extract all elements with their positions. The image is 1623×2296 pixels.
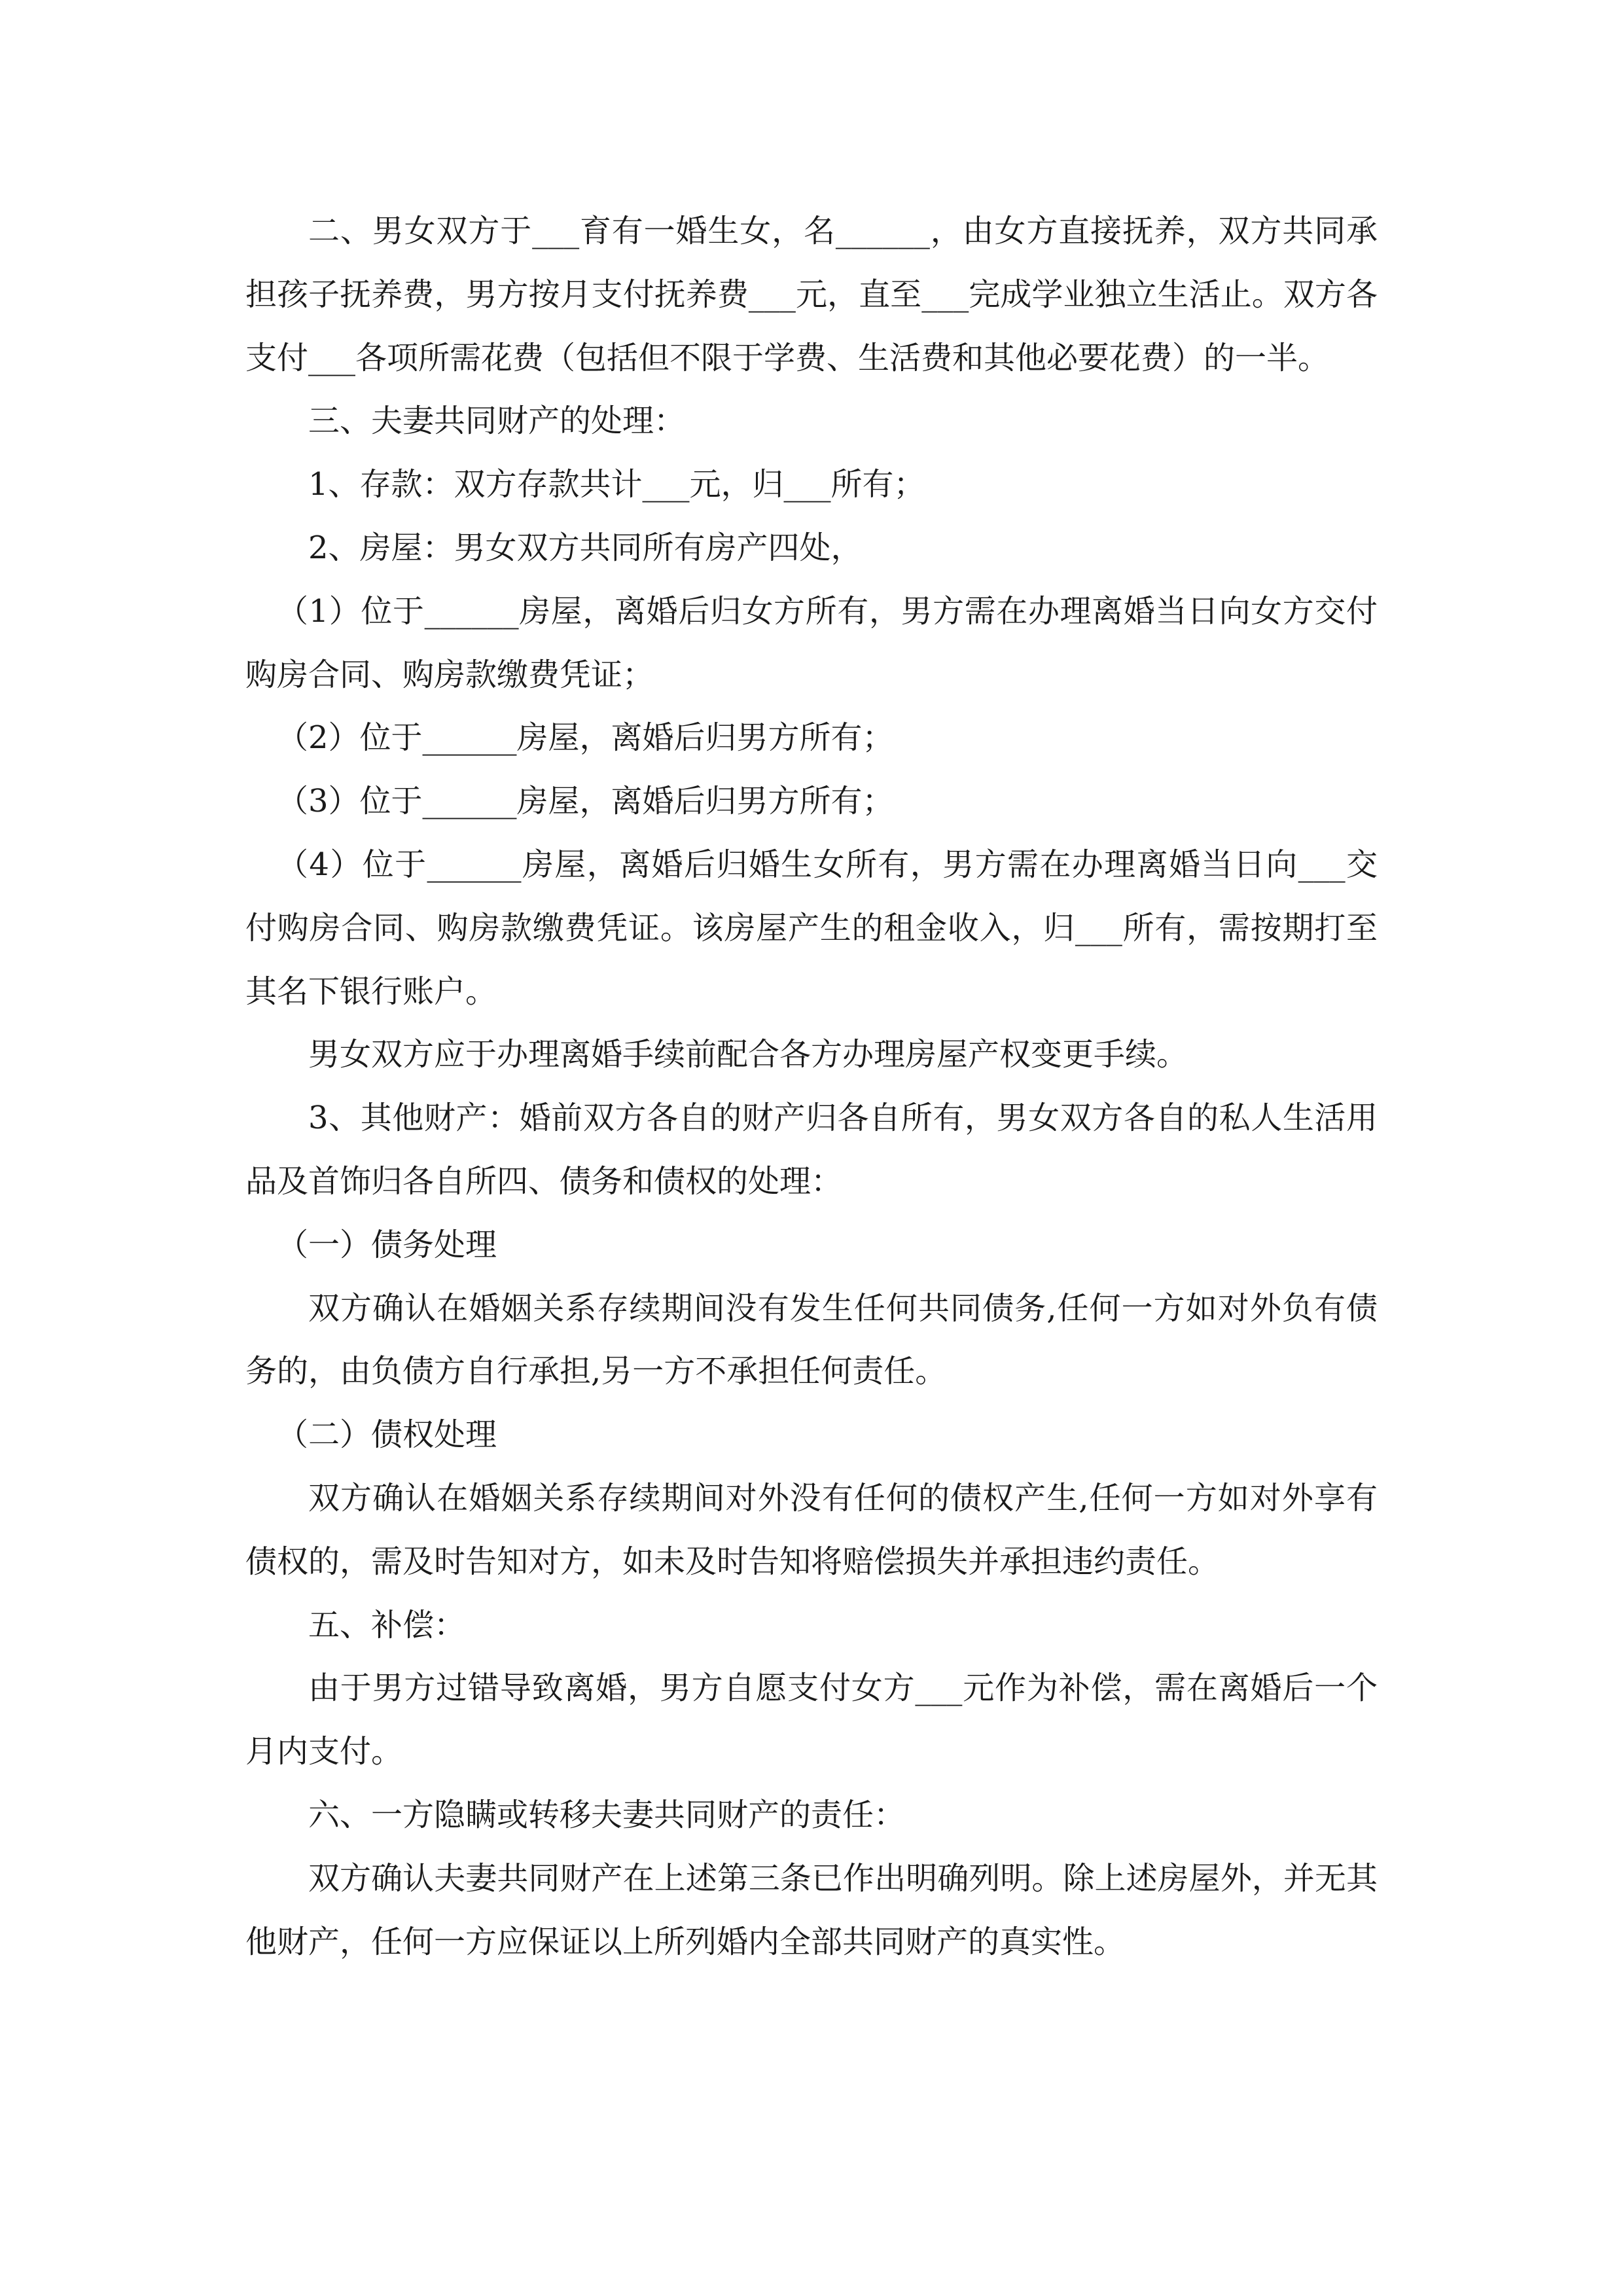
paragraph-deposits: 1、存款：双方存款共计___元，归___所有； [308, 466, 925, 503]
paragraph-concealment: 双方确认夫妻共同财产在上述第三条已作出明确列明。除上述房屋外，并无其他财产，任何一方应保证以上所列婚内全部共同财产的真实性。 [245, 1859, 1378, 1960]
paragraph-child-custody: 二、男女双方于___育有一婚生女，名______，由女方直接抚养，双方共同承担孩子抚养费，男方按月支付抚养费___元，直至___完成学业独立生活止。双方各支付___各项所需花费（包括但不限于学费、生活费和其他必要花费）的一半。 [245, 213, 1378, 376]
paragraph-other-property: 3、其他财产：婚前双方各自的财产归各自所有，男女双方各自的私人生活用品及首饰归各自所四、债务和债权的处理： [245, 1100, 1378, 1200]
section-heading-joint-property: 三、夫妻共同财产的处理： [308, 403, 686, 440]
subheading-claims: （二）债权处理 [277, 1416, 497, 1454]
paragraph-house-3: （3）位于______房屋，离婚后归男方所有； [277, 783, 894, 820]
paragraph-debt: 双方确认在婚姻关系存续期间没有发生任何共同债务,任何一方如对外负有债务的，由负债方自行承担,另一方不承担任何责任。 [245, 1289, 1378, 1390]
section-heading-compensation: 五、补偿： [308, 1606, 466, 1643]
section-heading-concealment: 六、一方隐瞒或转移夫妻共同财产的责任： [308, 1796, 906, 1833]
paragraph-property-transfer: 男女双方应于办理离婚手续前配合各方办理房屋产权变更手续。 [308, 1036, 1188, 1073]
paragraph-house-2: （2）位于______房屋，离婚后归男方所有； [277, 719, 894, 757]
subheading-debt: （一）债务处理 [277, 1226, 497, 1263]
paragraph-house-1: （1）位于______房屋，离婚后归女方所有，男方需在办理离婚当日向女方交付购房合同、购房款缴费凭证； [245, 592, 1378, 693]
paragraph-house-4: （4）位于______房屋，离婚后归婚生女所有，男方需在办理离婚当日向___交付购房合同、购房款缴费凭证。该房屋产生的租金收入，归___所有，需按期打至其名下银行账户。 [245, 846, 1378, 1010]
paragraph-houses: 2、房屋：男女双方共同所有房产四处， [308, 529, 863, 566]
paragraph-claims: 双方确认在婚姻关系存续期间对外没有任何的债权产生,任何一方如对外享有债权的，需及时告知对方，如未及时告知将赔偿损失并承担违约责任。 [245, 1479, 1378, 1580]
document-page [245, 200, 1378, 1973]
paragraph-compensation: 由于男方过错导致离婚，男方自愿支付女方___元作为补偿，需在离婚后一个月内支付。 [245, 1670, 1378, 1770]
